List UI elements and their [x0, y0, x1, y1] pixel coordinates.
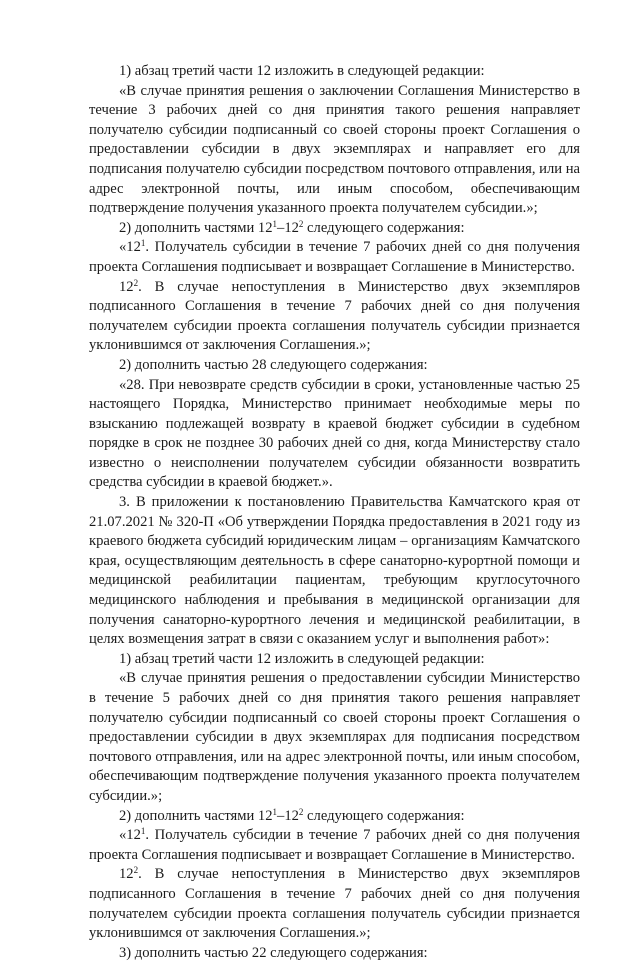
document-body	[89, 62, 580, 963]
paragraph: 2) дополнить частями $12^1-12^2$ следующего содержания:	[119, 218, 465, 236]
paragraph: 2) дополнить частями $12^1-12^2$ следующего содержания:	[119, 806, 465, 824]
paragraph: 2) дополнить частью 28 следующего содержания:	[119, 356, 428, 373]
paragraph: $12^2$. В случае непоступления в Министерство двух экземпляров подписанного Соглашения в течение 7 рабочих дней со дня получения получателем субсидии проекта соглашения получатель субсидии признается уклонившимся от заключения Соглашения.»;	[89, 865, 580, 942]
paragraph: 1) абзац третий части 12 изложить в следующей редакции:	[119, 63, 485, 79]
paragraph: 3. В приложении к постановлению Правительства Камчатского края от 21.07.2021 № 320-П «Об утверждении Порядка предоставления в 2021 году из краевого бюджета субсидий юридическим лицам – организациям Камчатского края, осуществляющим деятельность в сфере санаторно-курортной помощи и медицинской реабилитации пациентам, требующим круглосуточного медицинского наблюдения и пребывания в медицинской организации для получения санаторно-курортного лечения и медицинской реабилитации, в целях возмещения затрат в связи с оказанием услуг и выполнения работ»:	[89, 494, 580, 648]
paragraph: 3) дополнить частью 22 следующего содержания:	[119, 944, 428, 961]
paragraph: «В случае принятия решения о заключении Соглашения Министерство в течение 3 рабочих дней со дня принятия такого решения направляет получателю субсидии подписанный со своей стороны проект Соглашения о предоставлении субсидии в двух экземплярах и направляет его для подписания получателю субсидии посредством почтового отправления, или на адрес электронной почты, или иным способом, обеспечивающим подтверждение получения указанного проекта получателем субсидии.»;	[89, 82, 580, 217]
paragraph: $12^2$. В случае непоступления в Министерство двух экземпляров подписанного Соглашения в течение 7 рабочих дней со дня получения получателем субсидии проекта соглашения получатель субсидии признается уклонившимся от заключения Соглашения.»;	[89, 277, 580, 354]
paragraph: «$12^1$. Получатель субсидии в течение 7 рабочих дней со дня получения проекта Соглашения подписывает и возвращает Соглашение в Министерство.	[89, 826, 580, 863]
paragraph: «В случае принятия решения о предоставлении субсидии Министерство в течение 5 рабочих дней со дня принятия такого решения направляет получателю субсидии подписанный со своей стороны проект Соглашения о предоставлении субсидии в двух экземплярах для подписания посредством почтового отправления, или на адрес электронной почты, или иным способом, обеспечивающим подтверждение получения указанного проекта получателем субсидии.»;	[89, 670, 580, 804]
paragraph: «$12^1$. Получатель субсидии в течение 7 рабочих дней со дня получения проекта Соглашения подписывает и возвращает Соглашение в Министерство.	[89, 238, 580, 275]
paragraph: «28. При невозврате средств субсидии в сроки, установленные частью 25 настоящего Порядка, Министерство принимает необходимые меры по взысканию подлежащей возврату в краевой бюджет субсидии в судебном порядке в срок не позднее 30 рабочих дней со дня, когда Министерству стало известно о неисполнении получателем субсидии обязанности возвратить средства субсидии в краевой бюджет.».	[89, 376, 580, 491]
paragraph: 1) абзац третий части 12 изложить в следующей редакции:	[119, 650, 485, 667]
